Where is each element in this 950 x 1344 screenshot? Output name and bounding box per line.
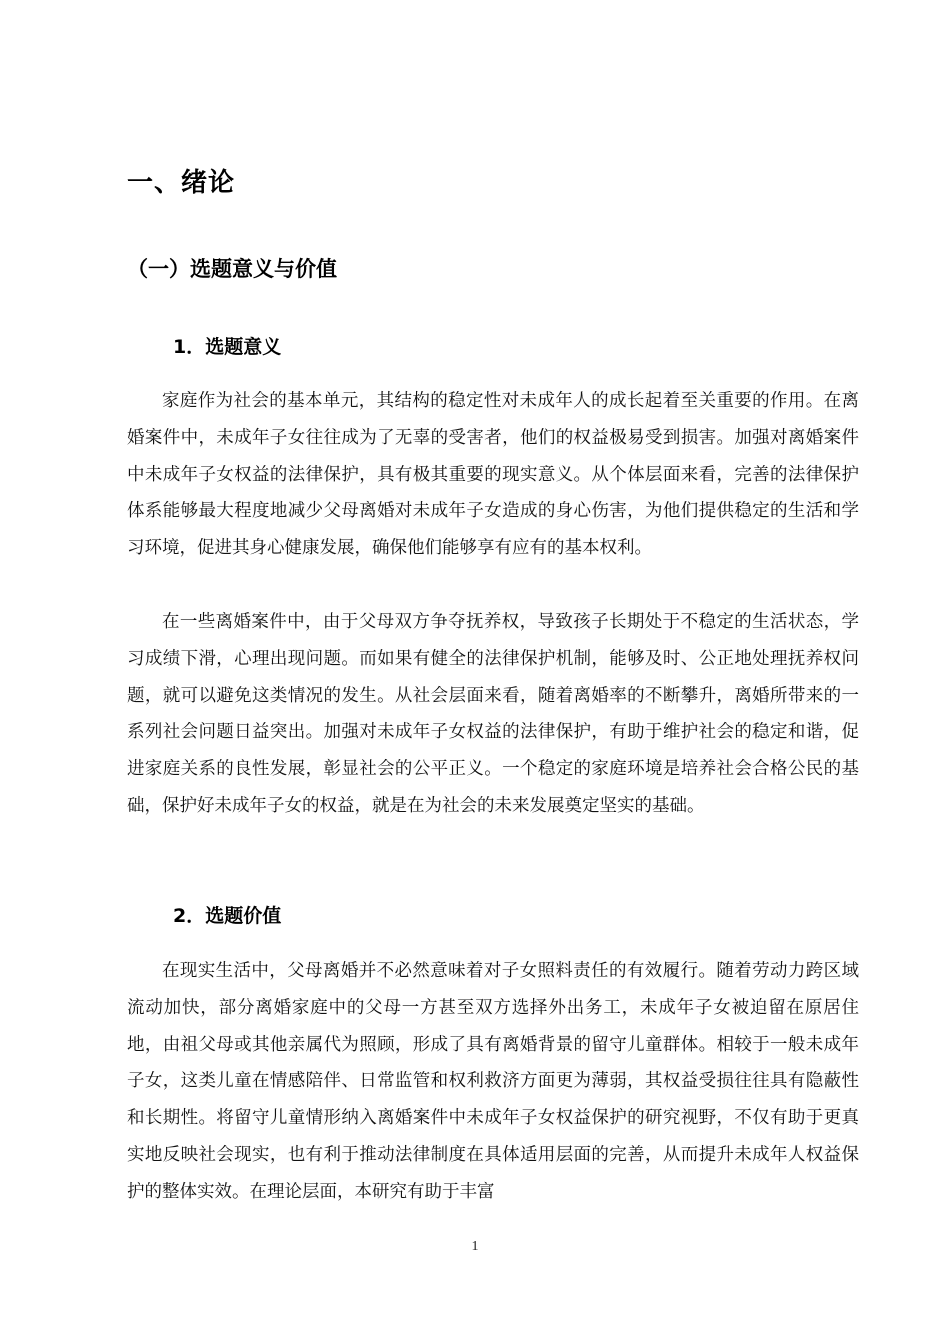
body-paragraph: 在一些离婚案件中，由于父母双方争夺抚养权，导致孩子长期处于不稳定的生活状态，学习成绩下滑，心理出现问题。而如果有健全的法律保护机制，能够及时、公正地处理抚养权问题，就可以避免这类情况的发生。从社会层面来看，随着离婚率的不断攀升，离婚所带来的一系列社会问题日益突出。加强对未成年子女权益的法律保护，有助于维护社会的稳定和谐，促进家庭关系的良性发展，彰显社会的公平正义。一个稳定的家庭环境是培养社会合格公民的基础，保护好未成年子女的权益，就是在为社会的未来发展奠定坚实的基础。: [127, 612, 859, 816]
page-number: 1: [471, 1239, 479, 1254]
body-paragraph: 在现实生活中，父母离婚并不必然意味着对子女照料责任的有效履行。随着劳动力跨区域流动加快，部分离婚家庭中的父母一方甚至双方选择外出务工，未成年子女被迫留在原居住地，由祖父母或其他亲属代为照顾，形成了具有离婚背景的留守儿童群体。相较于一般未成年子女，这类儿童在情感陪伴、日常监管和权利救济方面更为薄弱，其权益受损往往具有隐蔽性和长期性。将留守儿童情形纳入离婚案件中未成年子女权益保护的研究视野，不仅有助于更真实地反映社会现实，也有利于推动法律制度在具体适用层面的完善，从而提升未成年人权益保护的整体实效。在理论层面，本研究有助于丰富: [127, 961, 859, 1202]
section-heading: （一）选题意义与价值: [127, 257, 337, 281]
subsection-heading-significance: 1．选题意义: [173, 336, 282, 358]
subsection-heading-value: 2．选题价值: [173, 905, 282, 927]
body-paragraph: 家庭作为社会的基本单元，其结构的稳定性对未成年人的成长起着至关重要的作用。在离婚案件中，未成年子女往往成为了无辜的受害者，他们的权益极易受到损害。加强对离婚案件中未成年子女权益的法律保护，具有极其重要的现实意义。从个体层面来看，完善的法律保护体系能够最大程度地减少父母离婚对未成年子女造成的身心伤害，为他们提供稳定的生活和学习环境，促进其身心健康发展，确保他们能够享有应有的基本权利。: [127, 391, 859, 559]
chapter-heading: 一、绪论: [127, 168, 236, 198]
